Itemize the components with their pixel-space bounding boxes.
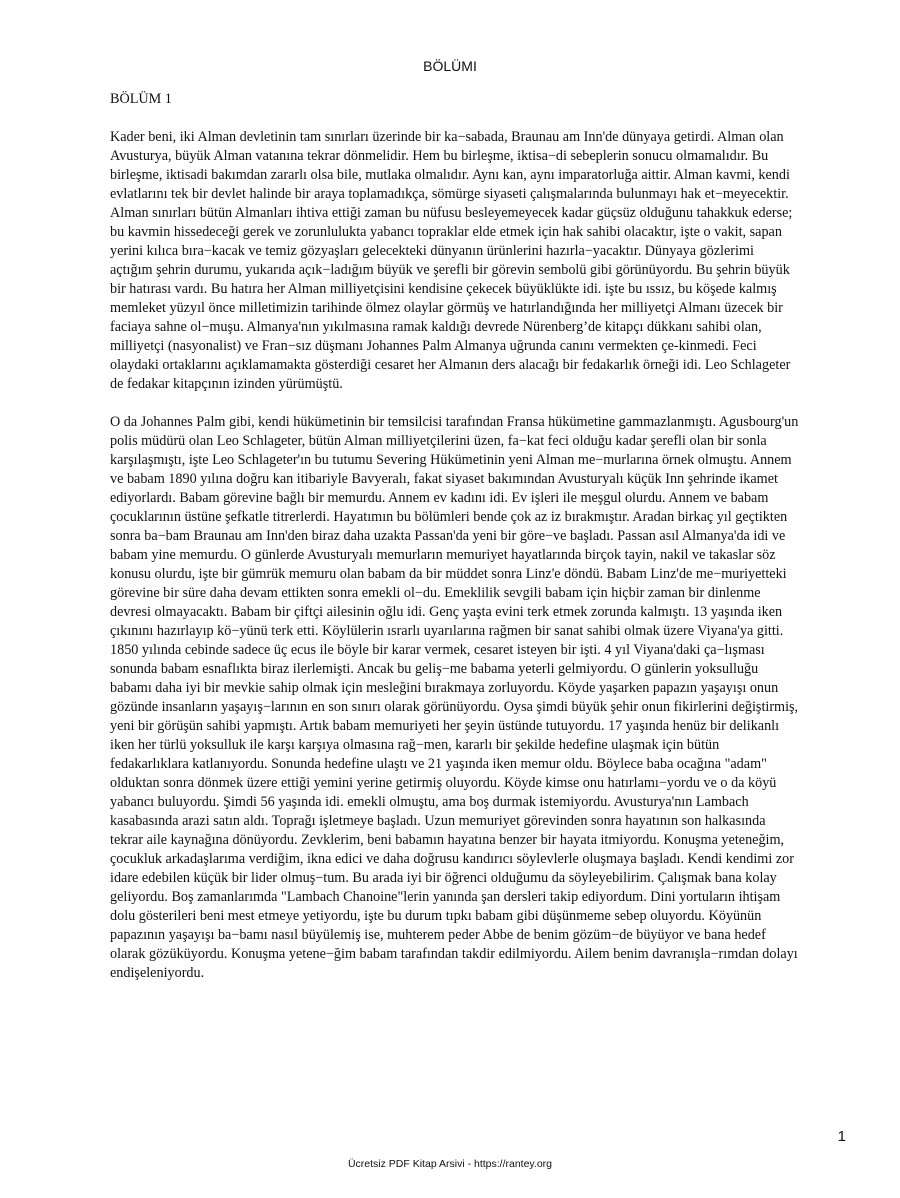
running-header: BÖLÜMI: [423, 58, 477, 74]
paragraph-1: Kader beni, iki Alman devletinin tam sınırları üzerinde bir ka−sabada, Braunau am Inn'de dünyaya getirdi. Alman olan Avusturya, büyük Alman vatanına tekrar dönmelidir. Hem bu birleşme, iktisa−di sebeplerin sonucu olmamalıdır. Bu birleşme, iktisadi bakımdan zararlı olsa bile, mutlaka olmalıdır. Aynı kan, aynı imparatorluğa aittir. Alman kavmi, kendi evlatlarını tek bir devlet halinde bir araya toplamadıkça, sömürge siyaseti çalışmalarında bulunmayı hak et−meyecektir. Alman sınırları bütün Almanları ihtiva ettiği zaman bu nüfusu besleyemeyecek kadar güçsüz olduğunu tahakkuk ederse; bu kavmin hissedeceği gerek ve zorunlulukta yabancı topraklar elde etmek için hak sahibi olacaktır, işte o vakit, sapan yerini kılıca bıra−kacak ve temiz gözyaşları gelecekteki dünyanın ürünlerini hazırla−yacaktır. Dünyaya gözlerimi açtığım şehrin durumu, yukarıda açık−ladığım büyük ve şerefli bir görevin sembolü gibi görünüyordu. Bu şehrin büyük bir hatırası vardı. Bu hatıra her Alman milliyetçisini kendisine çekecek büyüklükte idi. işte bu ıssız, bu köşede kalmış memleket yüzyıl önce milletimizin tarihinde ölmez olaylar görmüş ve hatırlandığında her milliyetçi Almanı üzecek bir faciaya sahne ol−muşu. Almanya'nın yıkılmasına ramak kaldığı devrede Nürenberg’de kitapçı dükkanı sahibi olan, milliyetçi (nasyonalist) ve Fran−sız düşmanı Johannes Palm Almanya uğrunda canını vermekten çe-kinmedi. Feci olaydaki ortaklarını açıklamamakta gösterdiği cesaret her Almanın ders alacağı bir fedakarlık örneği idi. Leo Schlageter de fedakar kitapçının izinden yürümüştü.: [110, 129, 793, 392]
footer-text: Ücretsiz PDF Kitap Arsivi - https://rantey.org: [347, 1158, 553, 1170]
page-number: 1: [837, 1128, 846, 1145]
chapter-title: BÖLÜM 1: [110, 91, 172, 107]
paragraph-2: O da Johannes Palm gibi, kendi hükümetinin bir temsilcisi tarafından Fransa hükümetine gammazlanmıştı. Agusbourg'un polis müdürü olan Leo Schlageter, bütün Alman milliyetçilerini üzen, fa−kat feci olduğu kadar şerefli olan bir sonla karşılaşmıştı, işte Leo Schlageter'ın bu tutumu Severing Hükümetinin yeni Alman me−murlarına örnek olmuştu. Annem ve babam 1890 yılına doğru kan itibariyle Bavyeralı, fakat siyaset bakımından Avusturyalı küçük Inn şehrinde ikamet ediyorlardı. Babam görevine bağlı bir memurdu. Annem ev kadını idi. Ev işleri ile meşgul olurdu. Annem ve babam çocuklarının üstüne şefkatle titrerlerdi. Hayatımın bu bölümleri bende çok az iz bırakmıştır. Aradan birkaç yıl geçtikten sonra ba−bam Braunau am Inn'den biraz daha uzakta Passan'da yeni bir göre−ve başladı. Passan asıl Almanya'da idi ve babam yine memurdu. O günlerde Avusturyalı memurların memuriyet hayatlarında birçok tayin, nakil ve takaslar söz konusu olurdu, işte bir gümrük memuru olan babam da bir müddet sonra Linz'e döndü. Babam Linz'de me−muriyetteki görevine bir süre daha devam ettikten sonra emekli ol−du. Emeklilik sevgili babam için hiçbir zaman bir dinlenme devresi olmayacaktı. Babam bir çiftçi ailesinin oğlu idi. Genç yaşta evini terk etmek zorunda kalmıştı. 13 yaşında iken çıkınını hazırlayıp kö−yünü terk etti. Köylülerin ısrarlı uyarılarına rağmen bir sanat sahibi olmak üzere Viyana'ya gitti. 1850 yılında cebinde sadece üç ecus ile böyle bir karar vermek, cesaret isteyen bir işti. 4 yıl Viyana'daki ça−lışması sonunda babam esnaflıkta biraz ilerlemişti. Ancak bu geliş−me babama yeterli gelmiyordu. O günlerin yoksulluğu babamı daha iyi bir mevkie sahip olmak için mesleğini bırakmaya zorluyordu. Köyde yaşarken papazın yaşayışı onun gözünde insanların yaşayış−larının en son sınırı olarak görünüyordu. Oysa şimdi büyük şehir onun fikirlerini değiştirmiş, yeni bir görüşün sahibi yapmıştı. Artık babam memuriyeti her şeyin üstünde tutuyordu. 17 yaşında henüz bir delikanlı iken her türlü yoksulluk ile karşı karşıya olmasına rağ−men, kararlı bir şekilde hedefine ulaşmak için bütün fedakarlıklara katlanıyordu. Sonunda hedefine ulaştı ve 21 yaşında iken memur oldu. Böylece baba ocağına "adam" olduktan sonra dönmek üzere ettiği yemini yerine getirmiş oluyordu. Köyde kimse onu hatırlamı−yordu ve o da köyü yabancı buluyordu. Şimdi 56 yaşında idi. emekli olmuştu, ama boş durmak istemiyordu. Avusturya'nın Lambach kasabasında arazi satın aldı. Toprağı işletmeye başladı. Uzun memuriyet görevinden sonra hayatının son halkasında tekrar aile kaynağına dönüyordu. Zevklerim, beni babamın hayatına benzer bir hayata itmiyordu. Konuşma yeteneğim, çocukluk arkadaşlarıma verdiğim, ikna edici ve daha doğrusu kandırıcı söylevlerle oluşmaya başladı. Kendi kendimi zor idare edebilen küçük bir lider olmuş−tum. Bu arada iyi bir öğrenci olduğumu da söyleyebilirim. Çalışmak bana kolay geliyordu. Boş zamanlarımda "Lambach Chanoine"lerin yanında şan dersleri takip ediyordum. Dini yortuların ihtişam dolu gösterileri beni mest etmeye yetiyordu, işte bu durum tıpkı babam gibi düşünmeme sebep oluyordu. Köyünün papazının yaşayışı ba−bamı nasıl büyülemiş ise, muhterem peder Abbe de benim gözüm−de büyüyor ve bana hedef olarak gözüküyordu. Konuşma yetene−ğim babam tarafından takdir edilmiyordu. Ailem benim davranışla−rımdan dolayı endişeleniyordu.: [110, 414, 799, 981]
document-body: [110, 90, 800, 1002]
